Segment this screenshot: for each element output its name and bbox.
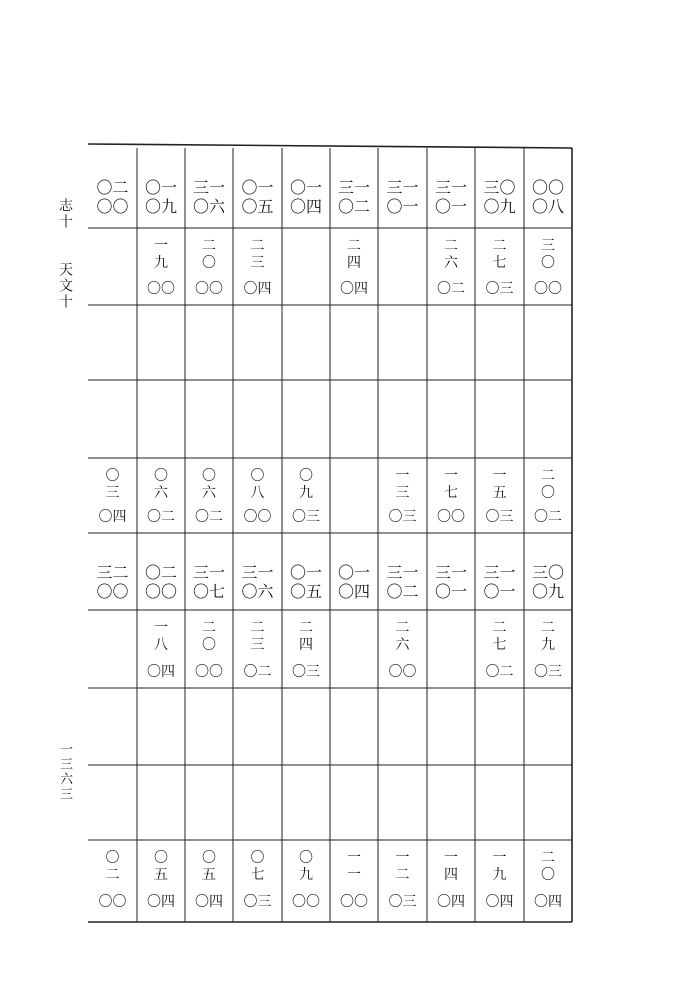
cell-pair-top: 三〇 — [531, 563, 565, 582]
cell-number-char: 一 — [154, 620, 168, 636]
cell-number-char: 四 — [444, 867, 458, 883]
cell-pair-bottom: 〇九 — [144, 197, 178, 216]
cell-number-char: 九 — [299, 485, 313, 501]
cell-number-char: 〇 — [202, 468, 216, 484]
cell-bottom-value: 〇四 — [437, 894, 465, 910]
cell-number-char: 六 — [154, 485, 168, 501]
cell-bottom-value: 〇四 — [98, 509, 127, 525]
cell-number-char: 二 — [492, 238, 507, 254]
cell-pair-top: 〇〇 — [531, 178, 565, 197]
cell-bottom-value: 〇四 — [147, 894, 175, 910]
cell-number-char: 五 — [492, 485, 507, 501]
cell-bottom-value: 〇三 — [534, 664, 562, 680]
cell-number-char: 六 — [202, 485, 216, 501]
cell-number-char: 九 — [492, 867, 507, 883]
cell-number-char: 〇 — [202, 637, 216, 653]
cell-pair-bottom: 〇九 — [531, 582, 565, 601]
cell-pair-top: 三一 — [241, 563, 274, 582]
cell-bottom-value: 〇三 — [243, 894, 272, 910]
cell-bottom-value: 〇〇 — [243, 509, 272, 525]
cell-number-char: 〇 — [250, 850, 265, 866]
cell-number-char: 〇 — [202, 850, 216, 866]
cell-pair-top: 〇一 — [144, 178, 178, 197]
cell-pair-top: 三一 — [386, 563, 419, 582]
cell-bottom-value: 〇四 — [243, 281, 272, 297]
cell-number-char: 八 — [250, 485, 265, 501]
cell-number-char: 三 — [541, 238, 555, 254]
cell-number-char: 二 — [105, 867, 120, 883]
cell-number-char: 〇 — [105, 850, 120, 866]
cell-pair-bottom: 〇〇 — [96, 582, 129, 601]
cell-number-char: 一 — [444, 850, 458, 866]
cell-number-char: 〇 — [154, 468, 168, 484]
cell-number-char: 〇 — [250, 468, 265, 484]
cell-bottom-value: 〇三 — [485, 281, 514, 297]
cell-number-char: 二 — [395, 620, 410, 636]
cell-pair-top: 三一 — [192, 178, 226, 197]
cell-pair-bottom: 〇五 — [241, 197, 274, 216]
cell-number-char: 七 — [492, 255, 507, 271]
cell-number-char: 四 — [299, 637, 313, 653]
cell-number-char: 〇 — [154, 850, 168, 866]
cell-number-char: 一 — [347, 867, 361, 883]
cell-bottom-value: 〇〇 — [388, 664, 417, 680]
cell-number-char: 〇 — [299, 850, 313, 866]
cell-pair-top: 三一 — [192, 563, 226, 582]
cell-bottom-value: 〇三 — [292, 664, 320, 680]
cell-pair-top: 〇一 — [337, 563, 371, 582]
cell-number-char: 五 — [202, 867, 216, 883]
cell-number-char: 〇 — [541, 867, 555, 883]
cell-number-char: 四 — [347, 255, 361, 271]
cell-pair-top: 三一 — [337, 178, 371, 197]
cell-pair-top: 〇一 — [289, 178, 323, 197]
cell-pair-top: 〇二 — [144, 563, 178, 582]
cell-bottom-value: 〇二 — [195, 509, 223, 525]
cell-number-char: 二 — [250, 238, 265, 254]
cell-number-char: 一 — [444, 468, 458, 484]
cell-number-char: 〇 — [541, 255, 555, 271]
cell-number-char: 九 — [154, 255, 168, 271]
cell-pair-top: 三〇 — [483, 178, 516, 197]
table-top-border — [88, 144, 572, 148]
cell-number-char: 〇 — [105, 468, 120, 484]
cell-bottom-value: 〇四 — [195, 894, 223, 910]
cell-pair-bottom: 〇二 — [386, 582, 419, 601]
cell-bottom-value: 〇四 — [147, 664, 175, 680]
cell-number-char: 二 — [202, 620, 216, 636]
cell-pair-top: 〇二 — [96, 178, 129, 197]
cell-pair-top: 三二 — [96, 563, 129, 582]
cell-pair-bottom: 〇八 — [531, 197, 565, 216]
cell-pair-bottom: 〇〇 — [96, 197, 129, 216]
cell-pair-top: 〇一 — [289, 563, 323, 582]
cell-number-char: 二 — [250, 620, 265, 636]
cell-number-char: 七 — [492, 637, 507, 653]
cell-number-char: 二 — [541, 468, 555, 484]
cell-pair-bottom: 〇一 — [483, 582, 516, 601]
cell-pair-bottom: 〇七 — [192, 582, 226, 601]
cell-number-char: 六 — [444, 255, 458, 271]
cell-number-char: 二 — [202, 238, 216, 254]
cell-pair-bottom: 〇四 — [337, 582, 371, 601]
cell-number-char: 二 — [395, 867, 410, 883]
cell-number-char: 〇 — [299, 468, 313, 484]
cell-number-char: 三 — [250, 255, 265, 271]
cell-number-char: 八 — [154, 637, 168, 653]
cell-bottom-value: 〇〇 — [195, 281, 223, 297]
cell-number-char: 九 — [299, 867, 313, 883]
cell-number-char: 九 — [541, 637, 555, 653]
cell-number-char: 二 — [299, 620, 313, 636]
cell-pair-bottom: 〇〇 — [144, 582, 178, 601]
cell-pair-top: 三一 — [434, 178, 468, 197]
cell-pair-bottom: 〇四 — [289, 197, 323, 216]
cell-pair-bottom: 〇一 — [434, 197, 468, 216]
cell-number-char: 六 — [395, 637, 410, 653]
cell-number-char: 五 — [154, 867, 168, 883]
cell-number-char: 一 — [395, 850, 410, 866]
cell-number-char: 七 — [250, 867, 265, 883]
cell-pair-top: 三一 — [386, 178, 419, 197]
cell-pair-bottom: 〇一 — [434, 582, 468, 601]
cell-pair-bottom: 〇二 — [337, 197, 371, 216]
cell-number-char: 一 — [347, 850, 361, 866]
cell-bottom-value: 〇三 — [388, 509, 417, 525]
cell-pair-bottom: 〇六 — [241, 582, 274, 601]
cell-bottom-value: 〇三 — [485, 509, 514, 525]
cell-bottom-value: 〇〇 — [195, 664, 223, 680]
cell-number-char: 三 — [105, 485, 120, 501]
cell-pair-bottom: 〇六 — [192, 197, 226, 216]
cell-bottom-value: 〇三 — [292, 509, 320, 525]
cell-bottom-value: 〇四 — [485, 894, 514, 910]
cell-number-char: 二 — [347, 238, 361, 254]
cell-bottom-value: 〇四 — [534, 894, 562, 910]
cell-number-char: 一 — [395, 468, 410, 484]
cell-number-char: 三 — [250, 637, 265, 653]
cell-pair-bottom: 〇一 — [386, 197, 419, 216]
cell-pair-bottom: 〇九 — [483, 197, 516, 216]
cell-number-char: 一 — [492, 850, 507, 866]
cell-number-char: 一 — [154, 238, 168, 254]
cell-number-char: 七 — [444, 485, 458, 501]
cell-number-char: 〇 — [202, 255, 216, 271]
section-label: 天文十 — [57, 262, 73, 310]
chapter-label: 志十 — [57, 198, 73, 230]
cell-bottom-value: 〇〇 — [437, 509, 465, 525]
cell-bottom-value: 〇三 — [388, 894, 417, 910]
cell-bottom-value: 〇〇 — [340, 894, 368, 910]
page-number: 一三六三 — [57, 742, 72, 802]
cell-bottom-value: 〇二 — [243, 664, 272, 680]
cell-pair-top: 三一 — [483, 563, 516, 582]
cell-pair-top: 〇一 — [241, 178, 274, 197]
cell-bottom-value: 〇〇 — [147, 281, 175, 297]
cell-number-char: 二 — [541, 850, 555, 866]
cell-bottom-value: 〇二 — [437, 281, 465, 297]
cell-number-char: 〇 — [541, 485, 555, 501]
cell-bottom-value: 〇〇 — [534, 281, 562, 297]
cell-number-char: 二 — [444, 238, 458, 254]
cell-bottom-value: 〇二 — [534, 509, 562, 525]
cell-bottom-value: 〇二 — [485, 664, 514, 680]
cell-pair-bottom: 〇五 — [289, 582, 323, 601]
cell-number-char: 二 — [541, 620, 555, 636]
cell-pair-top: 三一 — [434, 563, 468, 582]
cell-number-char: 二 — [492, 620, 507, 636]
cell-bottom-value: 〇〇 — [292, 894, 320, 910]
cell-number-char: 一 — [492, 468, 507, 484]
cell-number-char: 三 — [395, 485, 410, 501]
cell-bottom-value: 〇四 — [340, 281, 368, 297]
cell-bottom-value: 〇〇 — [98, 894, 127, 910]
cell-bottom-value: 〇二 — [147, 509, 175, 525]
